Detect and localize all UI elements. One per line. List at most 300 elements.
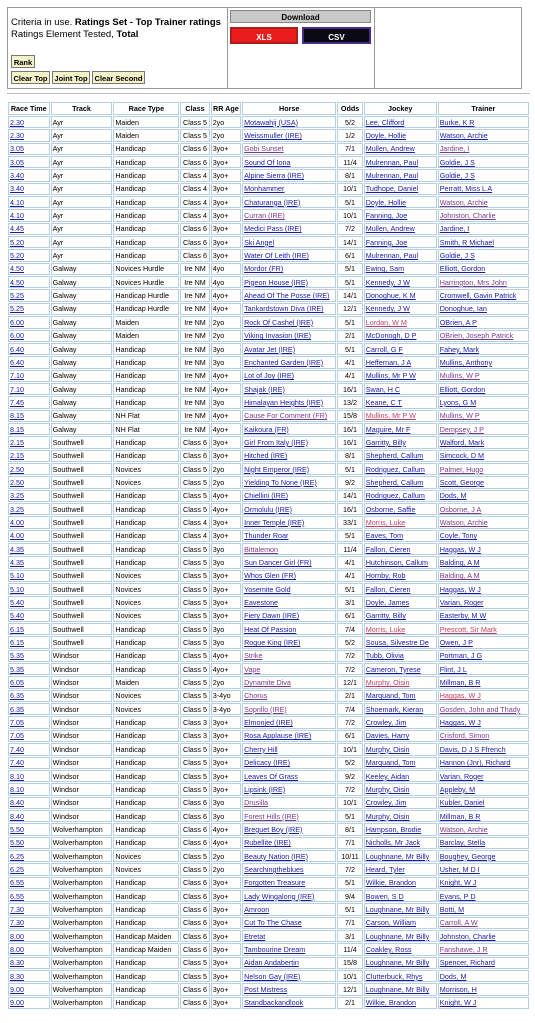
- cell-jockey[interactable]: [364, 943, 437, 955]
- cell-jockey[interactable]: [364, 450, 437, 462]
- cell-race-time[interactable]: [8, 289, 50, 301]
- cell-trainer[interactable]: [438, 410, 529, 422]
- horse-link[interactable]: Rogue King (IRE): [244, 638, 301, 648]
- cell-horse[interactable]: [242, 770, 336, 782]
- trainer-link[interactable]: Botti, M: [439, 904, 465, 914]
- cell-trainer[interactable]: [438, 650, 529, 662]
- cell-race-time[interactable]: [8, 276, 50, 288]
- trainer-link[interactable]: Davis, D J S Ffrench: [439, 744, 506, 754]
- horse-link[interactable]: Tankardstown Diva (IRE): [244, 304, 324, 314]
- trainer-link[interactable]: Mullins, W P: [439, 371, 480, 381]
- jockey-link[interactable]: Heffernan, J A: [365, 357, 412, 367]
- cell-race-time[interactable]: [8, 676, 50, 688]
- cell-horse[interactable]: [242, 610, 336, 622]
- cell-race-time[interactable]: [8, 303, 50, 315]
- jockey-link[interactable]: Coakley, Ross: [365, 944, 412, 954]
- horse-link[interactable]: Sound Of Iona: [244, 157, 291, 167]
- cell-trainer[interactable]: [438, 716, 529, 728]
- trainer-link[interactable]: Evans, P D: [439, 891, 476, 901]
- horse-link[interactable]: Thunder Roar: [244, 531, 289, 541]
- jockey-link[interactable]: Hutchinson, Callum: [365, 558, 429, 568]
- cell-horse[interactable]: [242, 556, 336, 568]
- cell-horse[interactable]: [242, 823, 336, 835]
- horse-link[interactable]: Viking Invasion (IRE): [244, 331, 312, 341]
- cell-horse[interactable]: [242, 356, 336, 368]
- jockey-link[interactable]: Kennedy, J W: [365, 277, 410, 287]
- cell-jockey[interactable]: [364, 650, 437, 662]
- cell-race-time[interactable]: [8, 330, 50, 342]
- horse-link[interactable]: Lot of Joy (IRE): [244, 371, 295, 381]
- horse-link[interactable]: Dynamite Diva: [244, 678, 291, 688]
- cell-horse[interactable]: [242, 450, 336, 462]
- cell-trainer[interactable]: [438, 156, 529, 168]
- horse-link[interactable]: Water Of Leith (IRE): [244, 251, 309, 261]
- cell-trainer[interactable]: [438, 943, 529, 955]
- jockey-link[interactable]: Hampson, Brodie: [365, 824, 422, 834]
- horse-link[interactable]: Strike: [244, 651, 263, 661]
- cell-trainer[interactable]: [438, 703, 529, 715]
- trainer-link[interactable]: Dods, M: [439, 971, 467, 981]
- cell-race-time[interactable]: [8, 570, 50, 582]
- jockey-link[interactable]: Fanning, Joe: [365, 211, 408, 221]
- cell-horse[interactable]: [242, 116, 336, 128]
- horse-link[interactable]: Gobi Sunset: [244, 144, 284, 154]
- col-header-track[interactable]: Track: [51, 102, 113, 115]
- jockey-link[interactable]: Mullins, Mr P W: [365, 411, 416, 421]
- jockey-link[interactable]: Wilkie, Brandon: [365, 878, 417, 888]
- cell-horse[interactable]: [242, 330, 336, 342]
- jockey-link[interactable]: Murphy, Oisin: [365, 811, 410, 821]
- jockey-link[interactable]: Eaves, Tom: [365, 531, 404, 541]
- cell-trainer[interactable]: [438, 810, 529, 822]
- cell-horse[interactable]: [242, 236, 336, 248]
- race-time-link[interactable]: 7.40: [10, 758, 24, 768]
- cell-trainer[interactable]: [438, 596, 529, 608]
- horse-link[interactable]: Pigeon House (IRE): [244, 277, 309, 287]
- race-time-link[interactable]: 8.30: [10, 958, 24, 968]
- jockey-link[interactable]: Davies, Harry: [365, 731, 410, 741]
- race-time-link[interactable]: 5.40: [10, 598, 24, 608]
- cell-race-time[interactable]: [8, 356, 50, 368]
- cell-jockey[interactable]: [364, 289, 437, 301]
- horse-link[interactable]: Chorus: [244, 691, 268, 701]
- trainer-link[interactable]: Harrington, Mrs John: [439, 277, 507, 287]
- cell-horse[interactable]: [242, 223, 336, 235]
- rank-button[interactable]: Rank: [11, 55, 35, 68]
- cell-jockey[interactable]: [364, 890, 437, 902]
- jockey-link[interactable]: Loughnane, Mr Billy: [365, 985, 430, 995]
- horse-link[interactable]: Amroon: [244, 904, 270, 914]
- race-time-link[interactable]: 6.00: [10, 331, 24, 341]
- cell-jockey[interactable]: [364, 583, 437, 595]
- cell-race-time[interactable]: [8, 797, 50, 809]
- horse-link[interactable]: Post Mistress: [244, 985, 288, 995]
- race-time-link[interactable]: 6.35: [10, 691, 24, 701]
- cell-jockey[interactable]: [364, 596, 437, 608]
- horse-link[interactable]: Monhammer: [244, 184, 285, 194]
- cell-jockey[interactable]: [364, 410, 437, 422]
- jockey-link[interactable]: Cameron, Tyrese: [365, 664, 421, 674]
- jockey-link[interactable]: Morris, Luke: [365, 517, 406, 527]
- race-time-link[interactable]: 2.50: [10, 477, 24, 487]
- cell-horse[interactable]: [242, 877, 336, 889]
- trainer-link[interactable]: Johnston, Charlie: [439, 211, 496, 221]
- race-time-link[interactable]: 8.00: [10, 944, 24, 954]
- cell-race-time[interactable]: [8, 370, 50, 382]
- cell-race-time[interactable]: [8, 410, 50, 422]
- cell-trainer[interactable]: [438, 490, 529, 502]
- jockey-link[interactable]: Loughnane, Mr Billy: [365, 958, 430, 968]
- trainer-link[interactable]: Coyle, Tony: [439, 531, 478, 541]
- cell-trainer[interactable]: [438, 877, 529, 889]
- race-time-link[interactable]: 3.05: [10, 157, 24, 167]
- race-time-link[interactable]: 4.00: [10, 517, 24, 527]
- cell-race-time[interactable]: [8, 183, 50, 195]
- cell-jockey[interactable]: [364, 356, 437, 368]
- cell-horse[interactable]: [242, 890, 336, 902]
- race-time-link[interactable]: 7.05: [10, 718, 24, 728]
- cell-race-time[interactable]: [8, 423, 50, 435]
- trainer-link[interactable]: Johnston, Charlie: [439, 931, 496, 941]
- race-time-link[interactable]: 6.40: [10, 357, 24, 367]
- trainer-link[interactable]: Watson, Archie: [439, 517, 488, 527]
- horse-link[interactable]: Night Emperor (IRE): [244, 464, 310, 474]
- trainer-link[interactable]: Knight, W J: [439, 878, 477, 888]
- race-time-link[interactable]: 6.55: [10, 878, 24, 888]
- race-time-link[interactable]: 4.10: [10, 211, 24, 221]
- cell-horse[interactable]: [242, 156, 336, 168]
- horse-link[interactable]: Yosemite Gold: [244, 584, 291, 594]
- cell-jockey[interactable]: [364, 490, 437, 502]
- jockey-link[interactable]: Lordan, W M: [365, 317, 407, 327]
- trainer-link[interactable]: Walford, Mark: [439, 437, 485, 447]
- cell-race-time[interactable]: [8, 957, 50, 969]
- cell-jockey[interactable]: [364, 316, 437, 328]
- horse-link[interactable]: Elmonjed (IRE): [244, 718, 293, 728]
- cell-race-time[interactable]: [8, 196, 50, 208]
- trainer-link[interactable]: Prescott, Sir Mark: [439, 624, 497, 634]
- jockey-link[interactable]: Mulrennan, Paul: [365, 171, 419, 181]
- jockey-link[interactable]: Shoemark, Kieran: [365, 704, 424, 714]
- trainer-link[interactable]: Goldie, J S: [439, 171, 475, 181]
- cell-trainer[interactable]: [438, 903, 529, 915]
- cell-race-time[interactable]: [8, 716, 50, 728]
- race-time-link[interactable]: 6.00: [10, 317, 24, 327]
- trainer-link[interactable]: Millman, B R: [439, 678, 481, 688]
- trainer-link[interactable]: Goldie, J S: [439, 157, 475, 167]
- jockey-link[interactable]: Heard, Tyler: [365, 864, 405, 874]
- cell-trainer[interactable]: [438, 957, 529, 969]
- cell-race-time[interactable]: [8, 343, 50, 355]
- jockey-link[interactable]: Ewing, Sam: [365, 264, 405, 274]
- cell-horse[interactable]: [242, 209, 336, 221]
- csv-download-button[interactable]: CSV: [302, 27, 371, 44]
- cell-jockey[interactable]: [364, 383, 437, 395]
- cell-horse[interactable]: [242, 249, 336, 261]
- cell-horse[interactable]: [242, 636, 336, 648]
- cell-race-time[interactable]: [8, 623, 50, 635]
- cell-race-time[interactable]: [8, 770, 50, 782]
- cell-race-time[interactable]: [8, 583, 50, 595]
- cell-jockey[interactable]: [364, 396, 437, 408]
- race-time-link[interactable]: 8.30: [10, 971, 24, 981]
- horse-link[interactable]: Ski Angel: [244, 237, 275, 247]
- horse-link[interactable]: Ormolulu (IRE): [244, 504, 293, 514]
- horse-link[interactable]: Kaikoura (FR): [244, 424, 289, 434]
- cell-horse[interactable]: [242, 743, 336, 755]
- cell-horse[interactable]: [242, 143, 336, 155]
- trainer-link[interactable]: Appleby, M: [439, 784, 476, 794]
- col-header-rr-age[interactable]: RR Age: [211, 102, 241, 115]
- trainer-link[interactable]: OBrien, Joseph Patrick: [439, 331, 514, 341]
- cell-trainer[interactable]: [438, 196, 529, 208]
- cell-jockey[interactable]: [364, 303, 437, 315]
- cell-horse[interactable]: [242, 516, 336, 528]
- cell-horse[interactable]: [242, 917, 336, 929]
- jockey-link[interactable]: Loughnane, Mr Billy: [365, 904, 430, 914]
- cell-jockey[interactable]: [364, 276, 437, 288]
- jockey-link[interactable]: Mullen, Andrew: [365, 224, 415, 234]
- trainer-link[interactable]: Haggas, W J: [439, 544, 481, 554]
- trainer-link[interactable]: Spencer, Richard: [439, 958, 495, 968]
- horse-link[interactable]: Forest Hills (IRE): [244, 811, 299, 821]
- horse-link[interactable]: Leaves Of Grass: [244, 771, 299, 781]
- cell-race-time[interactable]: [8, 436, 50, 448]
- jockey-link[interactable]: Crowley, Jim: [365, 718, 407, 728]
- trainer-link[interactable]: Varian, Roger: [439, 598, 484, 608]
- cell-jockey[interactable]: [364, 543, 437, 555]
- cell-jockey[interactable]: [364, 797, 437, 809]
- race-time-link[interactable]: 8.15: [10, 424, 24, 434]
- jockey-link[interactable]: Mullen, Andrew: [365, 144, 415, 154]
- horse-link[interactable]: Sun Dancer Girl (FR): [244, 558, 312, 568]
- horse-link[interactable]: Standbackandlook: [244, 998, 304, 1008]
- cell-horse[interactable]: [242, 837, 336, 849]
- horse-link[interactable]: Rosa Applause (IRE): [244, 731, 312, 741]
- horse-link[interactable]: Lipsink (IRE): [244, 784, 286, 794]
- cell-jockey[interactable]: [364, 129, 437, 141]
- cell-horse[interactable]: [242, 583, 336, 595]
- horse-link[interactable]: Shajak (IRE): [244, 384, 285, 394]
- clear-top-button[interactable]: Clear Top: [11, 71, 50, 84]
- trainer-link[interactable]: Easterby, M W: [439, 611, 487, 621]
- cell-trainer[interactable]: [438, 476, 529, 488]
- trainer-link[interactable]: Balding, A M: [439, 571, 480, 581]
- cell-race-time[interactable]: [8, 970, 50, 982]
- trainer-link[interactable]: Haggas, W J: [439, 584, 481, 594]
- trainer-link[interactable]: Simcock, D M: [439, 451, 485, 461]
- cell-horse[interactable]: [242, 596, 336, 608]
- cell-jockey[interactable]: [364, 783, 437, 795]
- jockey-link[interactable]: Kennedy, J W: [365, 304, 410, 314]
- cell-race-time[interactable]: [8, 903, 50, 915]
- cell-jockey[interactable]: [364, 249, 437, 261]
- jockey-link[interactable]: Hornby, Rob: [365, 571, 406, 581]
- col-header-race-type[interactable]: Race Type: [113, 102, 179, 115]
- cell-horse[interactable]: [242, 503, 336, 515]
- cell-jockey[interactable]: [364, 156, 437, 168]
- trainer-link[interactable]: Knight, W J: [439, 998, 477, 1008]
- cell-horse[interactable]: [242, 490, 336, 502]
- jockey-link[interactable]: Lee, Clifford: [365, 117, 405, 127]
- col-header-jockey[interactable]: Jockey: [364, 102, 437, 115]
- cell-race-time[interactable]: [8, 596, 50, 608]
- cell-jockey[interactable]: [364, 570, 437, 582]
- jockey-link[interactable]: Shepherd, Callum: [365, 451, 424, 461]
- cell-race-time[interactable]: [8, 209, 50, 221]
- horse-link[interactable]: Etretat: [244, 931, 266, 941]
- jockey-link[interactable]: Murphy, Oisin: [365, 678, 410, 688]
- race-time-link[interactable]: 7.45: [10, 397, 24, 407]
- jockey-link[interactable]: Mullins, Mr P W: [365, 371, 416, 381]
- cell-horse[interactable]: [242, 983, 336, 995]
- cell-horse[interactable]: [242, 997, 336, 1009]
- race-time-link[interactable]: 8.10: [10, 784, 24, 794]
- cell-race-time[interactable]: [8, 850, 50, 862]
- race-time-link[interactable]: 3.05: [10, 144, 24, 154]
- cell-horse[interactable]: [242, 970, 336, 982]
- cell-jockey[interactable]: [364, 730, 437, 742]
- horse-link[interactable]: Ahead Of The Posse (IRE): [244, 291, 330, 301]
- cell-race-time[interactable]: [8, 743, 50, 755]
- jockey-link[interactable]: Fallon, Cieren: [365, 544, 411, 554]
- race-time-link[interactable]: 5.20: [10, 251, 24, 261]
- cell-horse[interactable]: [242, 196, 336, 208]
- cell-horse[interactable]: [242, 623, 336, 635]
- horse-link[interactable]: Beauty Nation (IRE): [244, 851, 309, 861]
- cell-trainer[interactable]: [438, 797, 529, 809]
- race-time-link[interactable]: 2.50: [10, 464, 24, 474]
- jockey-link[interactable]: Keane, C T: [365, 397, 402, 407]
- cell-race-time[interactable]: [8, 236, 50, 248]
- horse-link[interactable]: Cut To The Chase: [244, 918, 302, 928]
- cell-race-time[interactable]: [8, 930, 50, 942]
- race-time-link[interactable]: 3.40: [10, 184, 24, 194]
- cell-horse[interactable]: [242, 530, 336, 542]
- race-time-link[interactable]: 5.10: [10, 584, 24, 594]
- race-time-link[interactable]: 7.30: [10, 918, 24, 928]
- cell-race-time[interactable]: [8, 116, 50, 128]
- cell-jockey[interactable]: [364, 370, 437, 382]
- cell-trainer[interactable]: [438, 423, 529, 435]
- cell-jockey[interactable]: [364, 556, 437, 568]
- horse-link[interactable]: Chiellini (IRE): [244, 491, 289, 501]
- cell-horse[interactable]: [242, 383, 336, 395]
- cell-jockey[interactable]: [364, 143, 437, 155]
- cell-trainer[interactable]: [438, 583, 529, 595]
- cell-race-time[interactable]: [8, 663, 50, 675]
- cell-jockey[interactable]: [364, 997, 437, 1009]
- race-time-link[interactable]: 6.05: [10, 678, 24, 688]
- cell-trainer[interactable]: [438, 783, 529, 795]
- race-time-link[interactable]: 4.10: [10, 197, 24, 207]
- jockey-link[interactable]: Fanning, Joe: [365, 237, 408, 247]
- cell-trainer[interactable]: [438, 303, 529, 315]
- jockey-link[interactable]: Tudhope, Daniel: [365, 184, 419, 194]
- trainer-link[interactable]: Usher, M D I: [439, 864, 480, 874]
- horse-link[interactable]: Girl From Italy (IRE): [244, 437, 308, 447]
- horse-link[interactable]: Soprillo (IRE): [244, 704, 287, 714]
- cell-jockey[interactable]: [364, 516, 437, 528]
- cell-trainer[interactable]: [438, 863, 529, 875]
- cell-race-time[interactable]: [8, 383, 50, 395]
- cell-trainer[interactable]: [438, 289, 529, 301]
- cell-race-time[interactable]: [8, 783, 50, 795]
- race-time-link[interactable]: 8.40: [10, 811, 24, 821]
- race-time-link[interactable]: 2.15: [10, 437, 24, 447]
- jockey-link[interactable]: Murphy, Oisin: [365, 744, 410, 754]
- race-time-link[interactable]: 5.20: [10, 237, 24, 247]
- jockey-link[interactable]: Garritty, Billy: [365, 437, 406, 447]
- horse-link[interactable]: Breguet Boy (IRE): [244, 824, 303, 834]
- race-time-link[interactable]: 4.35: [10, 544, 24, 554]
- race-time-link[interactable]: 5.35: [10, 651, 24, 661]
- cell-horse[interactable]: [242, 396, 336, 408]
- race-time-link[interactable]: 8.40: [10, 798, 24, 808]
- trainer-link[interactable]: Goldie, J S: [439, 251, 475, 261]
- cell-trainer[interactable]: [438, 690, 529, 702]
- cell-jockey[interactable]: [364, 263, 437, 275]
- cell-trainer[interactable]: [438, 743, 529, 755]
- cell-race-time[interactable]: [8, 263, 50, 275]
- cell-horse[interactable]: [242, 663, 336, 675]
- horse-link[interactable]: Medici Pass (IRE): [244, 224, 302, 234]
- jockey-link[interactable]: Rodriguez, Callum: [365, 491, 425, 501]
- cell-horse[interactable]: [242, 316, 336, 328]
- cell-horse[interactable]: [242, 783, 336, 795]
- horse-link[interactable]: Aidan Andabertin: [244, 958, 299, 968]
- race-time-link[interactable]: 6.55: [10, 891, 24, 901]
- race-time-link[interactable]: 2.30: [10, 131, 24, 141]
- cell-race-time[interactable]: [8, 997, 50, 1009]
- cell-horse[interactable]: [242, 930, 336, 942]
- horse-link[interactable]: Drusilla: [244, 798, 269, 808]
- cell-race-time[interactable]: [8, 450, 50, 462]
- race-time-link[interactable]: 5.40: [10, 611, 24, 621]
- trainer-link[interactable]: Scott, George: [439, 477, 485, 487]
- cell-jockey[interactable]: [364, 930, 437, 942]
- cell-race-time[interactable]: [8, 703, 50, 715]
- cell-race-time[interactable]: [8, 516, 50, 528]
- cell-trainer[interactable]: [438, 930, 529, 942]
- cell-horse[interactable]: [242, 730, 336, 742]
- horse-link[interactable]: Rock Of Cashel (IRE): [244, 317, 314, 327]
- horse-link[interactable]: Enchanted Garden (IRE): [244, 357, 324, 367]
- jockey-link[interactable]: Sousa, Silvestre De: [365, 638, 429, 648]
- cell-race-time[interactable]: [8, 156, 50, 168]
- race-time-link[interactable]: 4.00: [10, 531, 24, 541]
- cell-jockey[interactable]: [364, 716, 437, 728]
- race-time-link[interactable]: 8.15: [10, 411, 24, 421]
- cell-trainer[interactable]: [438, 757, 529, 769]
- jockey-link[interactable]: Clutterbuck, Rhys: [365, 971, 423, 981]
- jockey-link[interactable]: Marquand, Tom: [365, 691, 416, 701]
- trainer-link[interactable]: Fanshawe, J R: [439, 944, 488, 954]
- jockey-link[interactable]: Mulrennan, Paul: [365, 157, 419, 167]
- race-time-link[interactable]: 5.25: [10, 291, 24, 301]
- horse-link[interactable]: Fiery Dawn (IRE): [244, 611, 300, 621]
- horse-link[interactable]: Tambourine Dream: [244, 944, 306, 954]
- cell-trainer[interactable]: [438, 970, 529, 982]
- cell-jockey[interactable]: [364, 917, 437, 929]
- trainer-link[interactable]: Mullins, Anthony: [439, 357, 493, 367]
- col-header-race-time[interactable]: Race Time: [8, 102, 50, 115]
- jockey-link[interactable]: Fallon, Cieren: [365, 584, 411, 594]
- horse-link[interactable]: Cause For Comment (FR): [244, 411, 328, 421]
- cell-jockey[interactable]: [364, 169, 437, 181]
- cell-race-time[interactable]: [8, 143, 50, 155]
- cell-jockey[interactable]: [364, 757, 437, 769]
